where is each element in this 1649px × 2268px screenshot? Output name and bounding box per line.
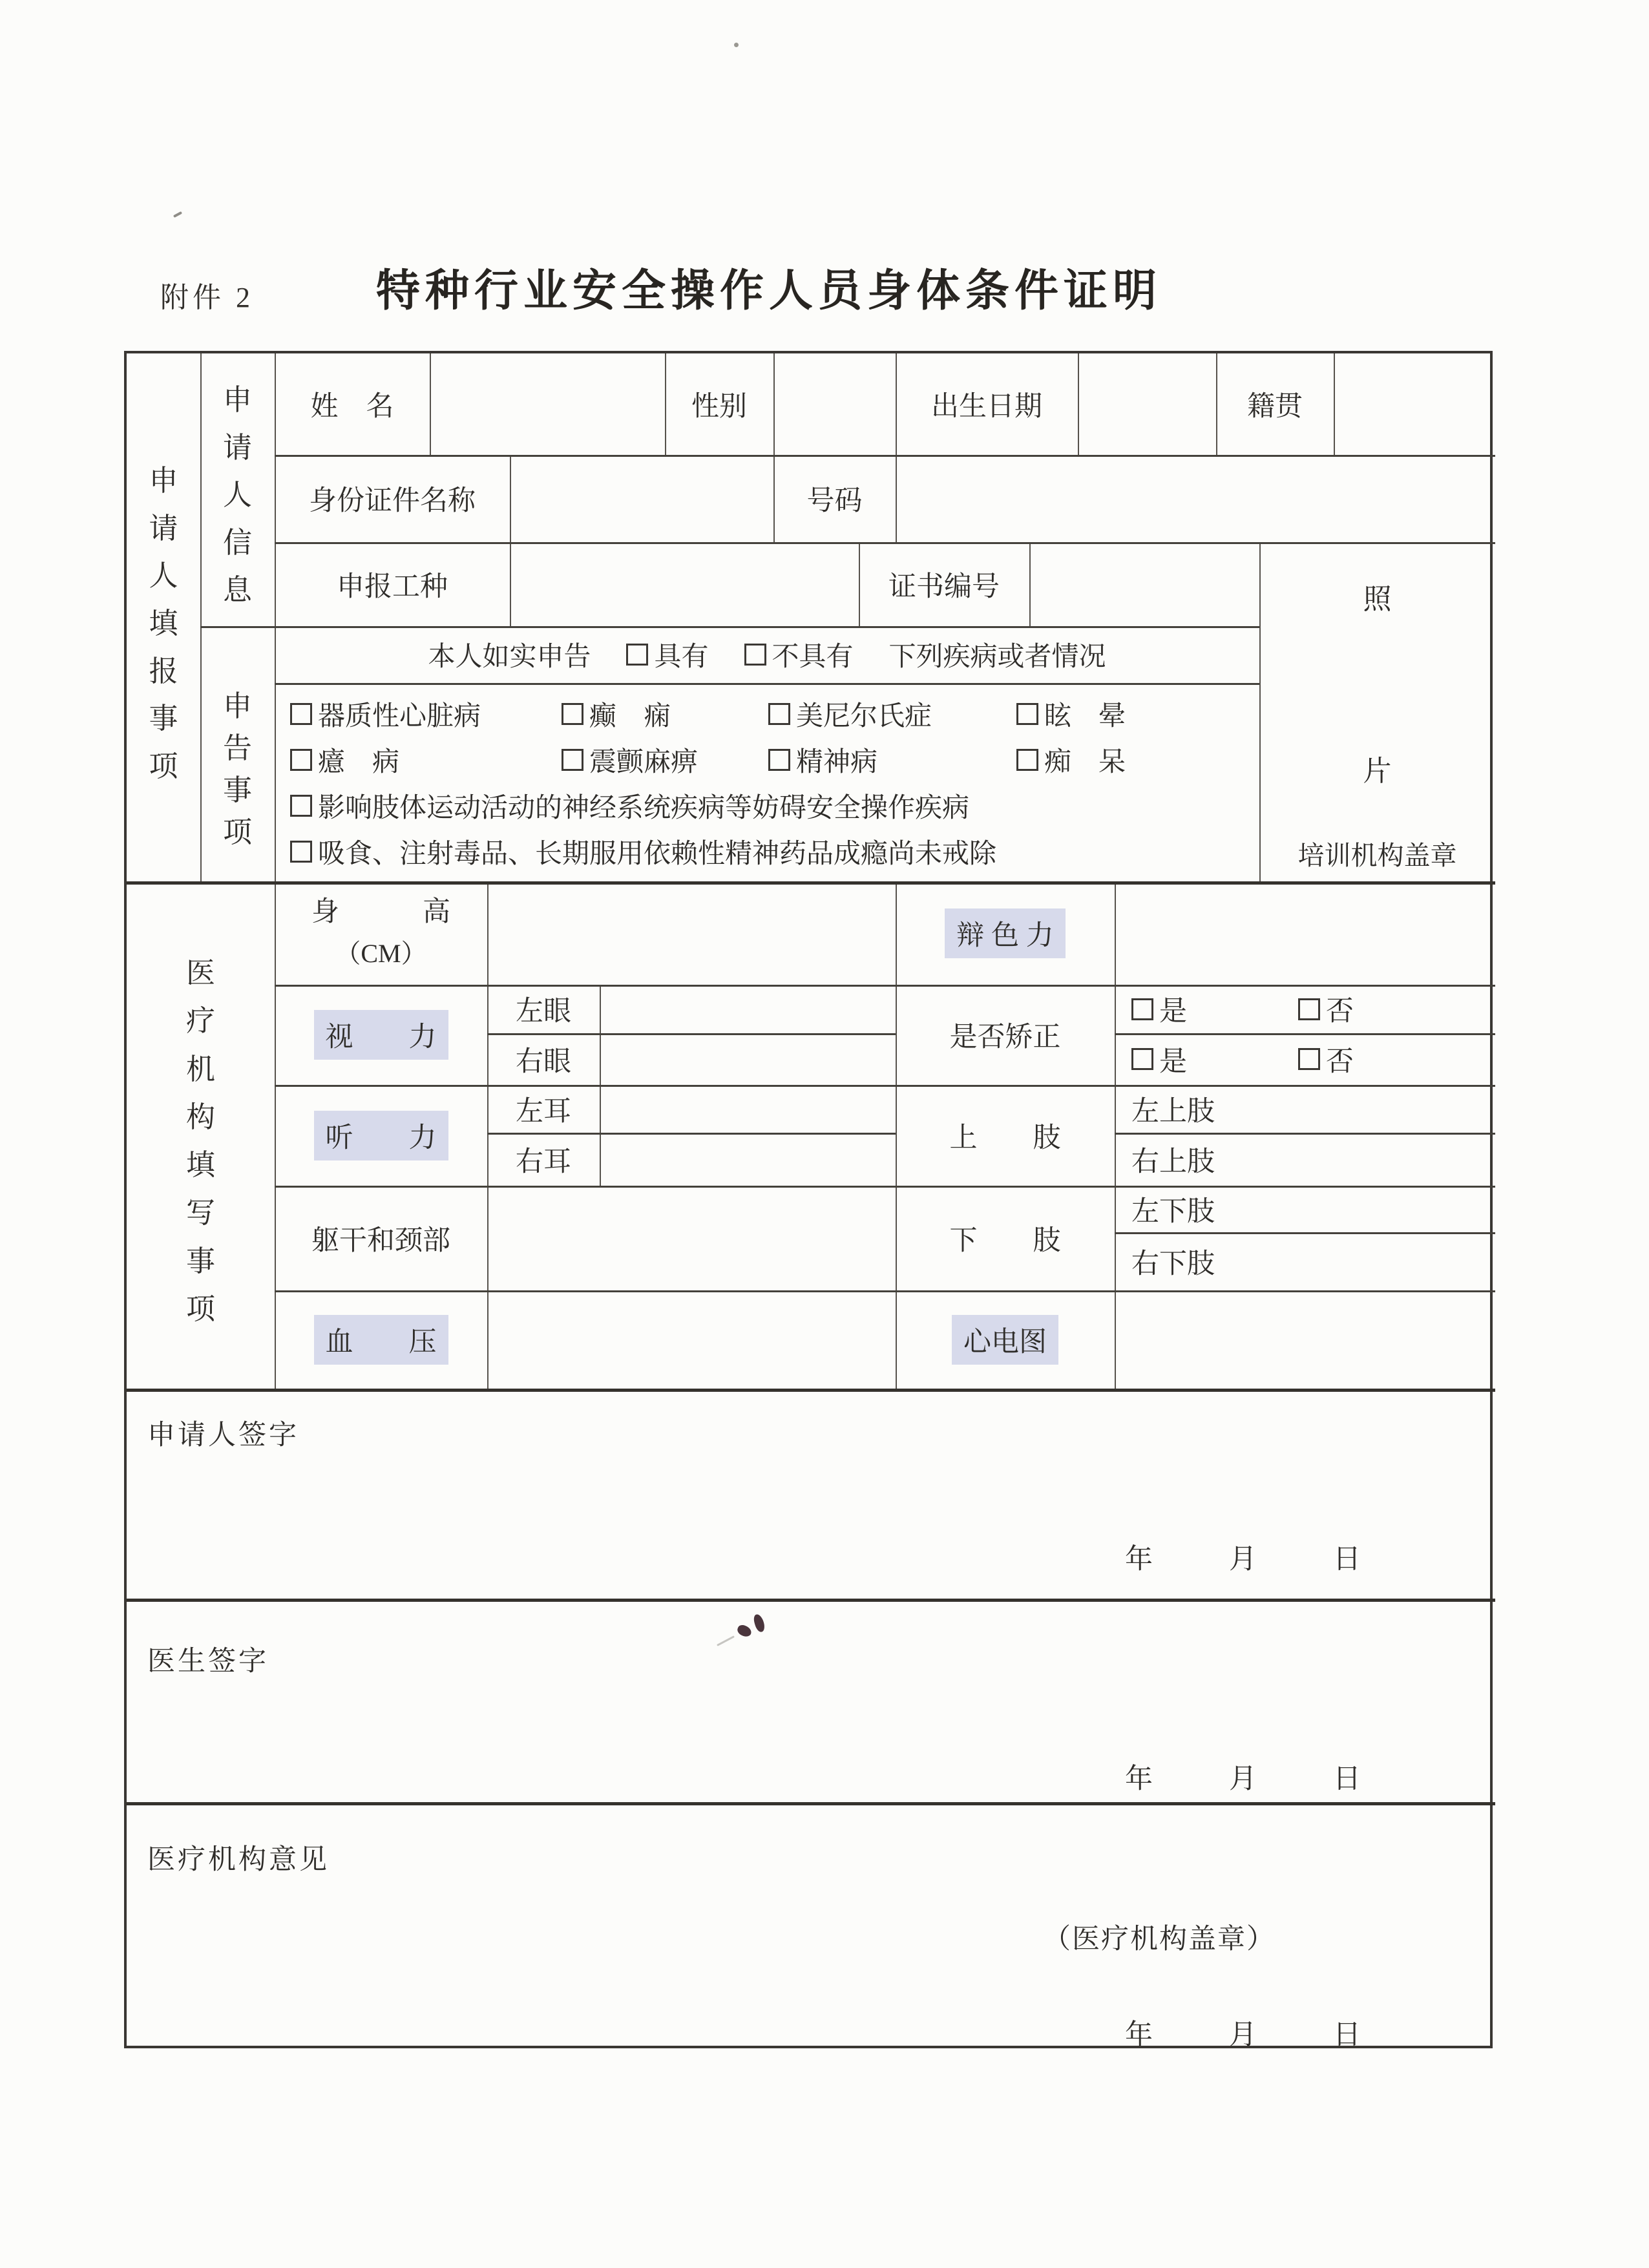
photo-label-bottom: 片 <box>1363 755 1392 787</box>
yes-checkbox <box>1131 998 1153 1020</box>
year-label: 年 <box>1125 1764 1153 1794</box>
disease-item <box>290 832 996 871</box>
day-label: 日 <box>1333 1544 1361 1575</box>
section-divider <box>127 1599 1495 1602</box>
left-ear-label: 左耳 <box>516 1096 571 1127</box>
declaration-intro-text: 本人如实申告 <box>428 642 591 672</box>
declaration-intro-row <box>275 626 1259 683</box>
year-label: 年 <box>1125 1544 1153 1575</box>
vertical-label-char: 机 <box>185 1053 215 1086</box>
checkbox-has <box>626 635 708 674</box>
yes-label: 是 <box>1159 996 1187 1027</box>
disease-item-label: 影响肢体运动活动的神经系统疾病等妨碍安全操作疾病 <box>318 793 970 823</box>
vertical-label-char: 事 <box>149 702 178 735</box>
checkbox-has-box <box>626 644 648 666</box>
medical-org-stamp-label: （医疗机构盖章） <box>1043 1924 1276 1955</box>
certificate-table <box>124 351 1493 2048</box>
name-label: 姓 名 <box>310 392 394 422</box>
height-label-text: 身 高 <box>311 897 450 927</box>
right-upper-limb-label: 右上肢 <box>1131 1146 1215 1177</box>
trunk-neck-value-cell <box>487 1186 896 1290</box>
medical-org-date <box>127 2013 1495 2052</box>
sex-label: 性别 <box>691 392 747 422</box>
grid-line-h <box>275 683 1259 685</box>
vision-label-text: 视 力 <box>314 1010 448 1060</box>
disease-item-label: 震颤麻痹 <box>589 747 698 777</box>
vertical-label-char: 人 <box>149 560 178 593</box>
correction-yes-option <box>1131 989 1187 1029</box>
applicant-signature-label: 申请人签字 <box>147 1420 299 1451</box>
declared-trade-label: 申报工种 <box>337 571 448 602</box>
height-label <box>275 881 487 985</box>
section-label-applicant <box>127 353 200 881</box>
id-document-label: 身份证件名称 <box>309 486 476 516</box>
vertical-label-char: 告 <box>222 732 252 764</box>
scan-speck <box>734 43 739 47</box>
birthdate-value-cell <box>1078 353 1216 455</box>
disease-item-label: 精神病 <box>796 747 878 777</box>
height-unit-label: （CM） <box>335 939 427 968</box>
correction-label: 是否矫正 <box>949 1022 1061 1053</box>
correction-row-2 <box>1115 1033 1495 1085</box>
disease-checkbox <box>768 703 790 725</box>
disease-item <box>1016 740 1126 779</box>
disease-checkbox <box>290 703 312 725</box>
left-eye-value-cell <box>600 985 896 1033</box>
vision-label <box>275 985 487 1085</box>
vertical-label-char: 报 <box>149 655 178 688</box>
checkbox-has-label: 具有 <box>654 642 709 672</box>
form-title: 特种行业安全操作人员身体条件证明 <box>376 266 1162 315</box>
disease-checkbox <box>290 795 312 817</box>
vertical-label-char: 信 <box>222 526 252 559</box>
vertical-label-char: 项 <box>185 1292 215 1325</box>
subsection-label-declaration <box>200 627 275 881</box>
upper-limb-label: 上 肢 <box>949 1122 1061 1153</box>
vertical-label-char: 申 <box>222 690 252 722</box>
trunk-neck-label: 躯干和颈部 <box>311 1225 450 1256</box>
left-eye-label: 左眼 <box>516 996 571 1027</box>
certificate-number-label: 证书编号 <box>888 571 1000 602</box>
birthdate-label: 出生日期 <box>931 392 1042 422</box>
photo-label-top: 照 <box>1363 583 1392 615</box>
correction-row-1 <box>1115 985 1495 1033</box>
month-label: 月 <box>1229 2020 1257 2050</box>
day-label: 日 <box>1333 2020 1361 2050</box>
ecg-value-cell <box>1115 1290 1495 1389</box>
color-vision-label <box>896 881 1115 985</box>
id-number-value-cell <box>896 455 1495 542</box>
vertical-label-char: 填 <box>149 607 178 640</box>
native-place-value-cell <box>1334 353 1495 455</box>
disease-item-label: 美尼尔氏症 <box>796 701 932 731</box>
correction-no-option <box>1298 1040 1354 1079</box>
vertical-label-char: 疗 <box>185 1005 215 1038</box>
disease-item <box>768 695 1016 733</box>
ecg-label <box>896 1290 1115 1389</box>
name-value-cell <box>430 353 665 455</box>
lower-limb-label: 下 肢 <box>949 1225 1061 1256</box>
disease-checkbox <box>562 703 583 725</box>
height-value-cell <box>487 881 896 985</box>
vertical-label-char: 医 <box>185 957 215 989</box>
right-eye-value-cell <box>600 1033 896 1085</box>
certificate-number-value-cell <box>1029 542 1259 626</box>
doctor-signature-date <box>127 1757 1495 1796</box>
vertical-label-char: 填 <box>185 1149 215 1182</box>
vertical-label-char: 申 <box>222 384 252 416</box>
right-eye-label: 右眼 <box>516 1046 571 1077</box>
disease-checkbox <box>290 841 312 863</box>
disease-item-label: 吸食、注射毒品、长期服用依赖性精神药品成瘾尚未戒除 <box>318 839 997 869</box>
vertical-label-char: 事 <box>185 1244 215 1277</box>
disease-checkbox <box>1016 749 1038 771</box>
left-ear-value-cell <box>600 1085 896 1133</box>
hearing-label-text: 听 力 <box>314 1111 448 1160</box>
vertical-label-char: 事 <box>222 774 252 806</box>
ecg-label-text: 心电图 <box>952 1315 1058 1365</box>
section-label-medical <box>127 881 275 1389</box>
photo-cell <box>1259 542 1495 881</box>
section-divider <box>127 1802 1495 1805</box>
declared-trade-value-cell <box>510 542 859 626</box>
disease-row <box>290 782 1259 828</box>
no-checkbox <box>1298 998 1320 1020</box>
disease-item <box>562 695 768 733</box>
hearing-label <box>275 1085 487 1186</box>
blood-pressure-value-cell <box>487 1290 896 1389</box>
disease-item-label: 癔 病 <box>318 747 400 777</box>
declaration-intro-tail: 下列疾病或者情况 <box>888 642 1106 672</box>
right-lower-limb-label: 右下肢 <box>1131 1248 1215 1279</box>
disease-checkbox <box>768 749 790 771</box>
disease-checkbox <box>1016 703 1038 725</box>
vertical-label-char: 申 <box>149 465 178 497</box>
id-number-label: 号码 <box>806 486 863 516</box>
disease-item <box>290 695 562 733</box>
vertical-label-char: 项 <box>149 750 178 782</box>
no-checkbox <box>1298 1048 1320 1070</box>
vertical-label-char: 请 <box>149 512 178 545</box>
scan-speck <box>173 211 182 218</box>
disease-row <box>290 737 1259 782</box>
disease-item-label: 眩 晕 <box>1044 701 1126 731</box>
checkbox-has-not <box>744 635 854 674</box>
disease-item <box>768 740 1016 779</box>
no-label: 否 <box>1326 996 1354 1027</box>
disease-checkbox <box>290 749 312 771</box>
vertical-label-char: 写 <box>185 1197 215 1230</box>
disease-item-label: 癫 痫 <box>589 701 671 731</box>
id-document-value-cell <box>510 455 773 542</box>
year-label: 年 <box>1125 2020 1153 2050</box>
disease-item <box>1016 695 1126 733</box>
checkbox-has-not-label: 不具有 <box>772 642 854 672</box>
yes-checkbox <box>1131 1048 1153 1070</box>
disease-checkbox <box>562 749 583 771</box>
native-place-label: 籍贯 <box>1247 392 1303 422</box>
correction-no-option <box>1298 989 1354 1029</box>
vertical-label-char: 人 <box>222 479 252 511</box>
color-vision-label-text: 辩 色 力 <box>945 908 1066 958</box>
blood-pressure-label <box>275 1290 487 1389</box>
month-label: 月 <box>1229 1544 1257 1575</box>
subsection-label-applicant-info <box>200 353 275 627</box>
doctor-signature-label: 医生签字 <box>147 1646 269 1677</box>
disease-item <box>290 786 969 825</box>
sex-value-cell <box>773 353 896 455</box>
yes-label: 是 <box>1159 1046 1187 1077</box>
disease-item <box>290 740 562 779</box>
training-org-stamp-label: 培训机构盖章 <box>1297 841 1457 870</box>
no-label: 否 <box>1326 1046 1354 1077</box>
checkbox-has-not-box <box>744 644 766 666</box>
disease-item <box>562 740 768 779</box>
month-label: 月 <box>1229 1764 1257 1794</box>
color-vision-value-cell <box>1115 881 1495 985</box>
medical-org-opinion-label: 医疗机构意见 <box>147 1845 330 1875</box>
vertical-label-char: 息 <box>222 574 252 606</box>
vertical-label-char: 请 <box>222 431 252 464</box>
disease-item-label: 痴 呆 <box>1044 747 1126 777</box>
section-divider <box>127 1389 1495 1392</box>
disease-row <box>290 691 1259 737</box>
correction-yes-option <box>1131 1040 1187 1079</box>
applicant-signature-date <box>127 1537 1495 1577</box>
right-ear-value-cell <box>600 1133 896 1186</box>
blood-pressure-label-text: 血 压 <box>314 1315 448 1365</box>
attachment-number: 附件 2 <box>160 282 254 313</box>
left-upper-limb-label: 左上肢 <box>1131 1096 1215 1127</box>
left-lower-limb-label: 左下肢 <box>1131 1196 1215 1227</box>
disease-row <box>290 828 1259 874</box>
vertical-label-char: 构 <box>185 1100 215 1133</box>
disease-item-label: 器质性心脏病 <box>318 701 481 731</box>
vertical-label-char: 项 <box>222 816 252 848</box>
day-label: 日 <box>1333 1764 1361 1794</box>
disease-checklist <box>290 691 1259 878</box>
right-ear-label: 右耳 <box>516 1146 571 1177</box>
